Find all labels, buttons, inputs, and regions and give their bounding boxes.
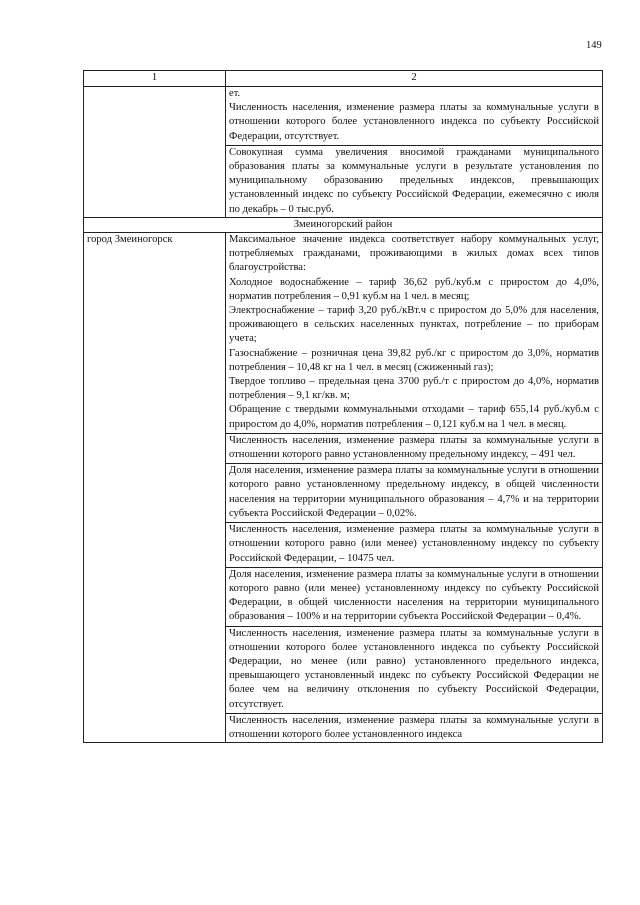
paragraph: Максимальное значение индекса соответствует набору коммунальных услуг, потребляемых гражданами, проживающими в жилых домах всех типов благоустройства: Холодное водоснабжение – тариф 36,62 руб./куб.м с приростом до 4,0%, норматив потребления – 0,91 куб.м на 1 чел. в месяц; Электроснабжение – тариф 3,20 руб./кВт.ч с приростом до 5,0% для населения, проживающего в сельских населенных пунктах, потребление – по приборам учета; Газоснабжение – розничная цена 39,82 руб./кг с приростом до 3,0%, норматив потребления – 10,48 кг на 1 чел. в месяц (сжиженный газ); Твердое топливо – предельная цена 3700 руб./т с приростом до 4,0%, норматив потребления – 9,1 кг/кв. м; Обращение с твердыми коммунальными отходами – тариф 655,14 руб./куб.м с приростом до 4,0%, норматив потребления – 0,121 куб.м на 1 чел. в месяц.	[229, 234, 599, 430]
region-title: Змеиногорский район	[84, 217, 603, 232]
paragraph: Доля населения, изменение размера платы за коммунальные услуги в отношении которого равно (или менее) установленному индексу по субъекту Российской Федерации, в общей численности населения на территории муниципального образования – 100% и на территории субъекта Российской Федерации – 0,4%.	[226, 567, 602, 625]
column-header-2: 2	[226, 71, 603, 87]
table-header-row	[84, 71, 603, 87]
document-table	[83, 70, 603, 743]
municipality-name: город Змеиногорск	[84, 233, 226, 743]
paragraph: Доля населения, изменение размера платы за коммунальные услуги в отношении которого равно установленному предельному индексу, в общей численности населения на территории муниципального образования – 4,7% и на территории субъекта Российской Федерации – 0,02%.	[226, 463, 602, 521]
paragraph: Численность населения, изменение размера платы за коммунальные услуги в отношении которого равно установленному предельному индексу, – 491 чел.	[226, 433, 602, 462]
paragraph: ет.	[229, 88, 241, 99]
table-row	[84, 233, 603, 743]
paragraph: Численность населения, изменение размера платы за коммунальные услуги в отношении которого более установленного индекса по субъекту Российской Федерации, но менее (или равно) установленного предельного индекса, превышающего установленный индекс по субъекту Российской Федерации не более чем на величину отклонения по субъекту Российской Федерации, отсутствует.	[226, 626, 602, 712]
column-header-1: 1	[84, 71, 226, 87]
paragraph: Численность населения, изменение размера платы за коммунальные услуги в отношении которого более установленного индекса по субъекту Российской Федерации, отсутствует.	[229, 102, 599, 142]
main-cell	[226, 233, 603, 743]
paragraph: Численность населения, изменение размера платы за коммунальные услуги в отношении которого более установленного индекса	[226, 713, 602, 742]
empty-cell	[84, 87, 226, 218]
paragraph: Совокупная сумма увеличения вносимой гражданами муниципального образования платы за коммунальные услуги в результате установления по муниципальному образованию предельных индексов, превышающих установленный индекс по субъекту Российской Федерации, ежемесячно с июля по декабрь – 0 тыс.руб.	[226, 145, 602, 217]
region-row	[84, 217, 603, 232]
page-number: 149	[586, 40, 602, 51]
top-cell	[226, 87, 603, 218]
table-row	[84, 87, 603, 218]
paragraph: Численность населения, изменение размера платы за коммунальные услуги в отношении которого равно (или менее) установленному индексу по субъекту Российской Федерации, – 10475 чел.	[226, 522, 602, 566]
